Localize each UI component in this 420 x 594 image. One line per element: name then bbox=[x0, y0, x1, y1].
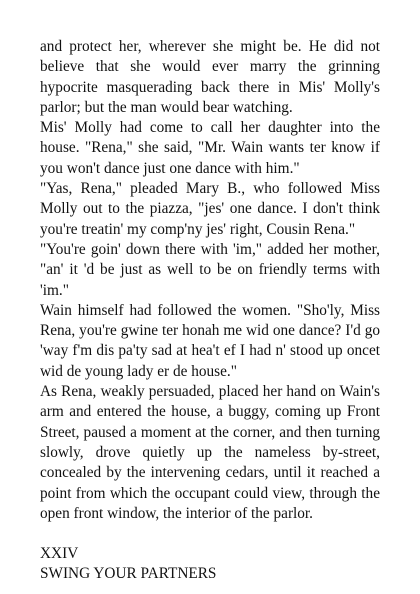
chapter-title: SWING YOUR PARTNERS bbox=[40, 565, 217, 583]
paragraph-2: Mis' Molly had come to call her daughter into the house. "Rena," she said, "Mr. Wain wants ter know if you won't dance just one dance with him." bbox=[40, 119, 380, 177]
document-page bbox=[40, 37, 380, 585]
chapter-number: XXIV bbox=[40, 545, 79, 563]
paragraph-6: As Rena, weakly persuaded, placed her hand on Wain's arm and entered the house, a buggy, coming up Front Street, paused a moment at the corner, and then turning slowly, drove quietly up the nameless by-street, concealed by the intervening cedars, until it reached a point from which the occupant could view, through the open front window, the interior of the parlor. bbox=[40, 383, 380, 522]
paragraph-5: Wain himself had followed the women. "Sho'ly, Miss Rena, you're gwine ter honah me wid one dance? I'd go 'way f'm dis pa'ty sad at hea't ef I had n' stood up oncet wid de young lady er de house." bbox=[40, 301, 380, 380]
chapter-heading bbox=[40, 544, 380, 585]
paragraph-1: and protect her, wherever she might be. He did not believe that she would ever marry the grinning hypocrite masquerading back there in Mis' Molly's parlor; but the man would bear watching. bbox=[40, 38, 380, 116]
paragraph-3: "Yas, Rena," pleaded Mary B., who followed Miss Molly out to the piazza, "jes' one dance. I don't think you're treatin' my comp'ny jes' right, Cousin Rena." bbox=[40, 180, 380, 238]
paragraph-4: "You're goin' down there with 'im," added her mother, "an' it 'd be just as well to be on friendly terms with 'im." bbox=[40, 240, 380, 299]
